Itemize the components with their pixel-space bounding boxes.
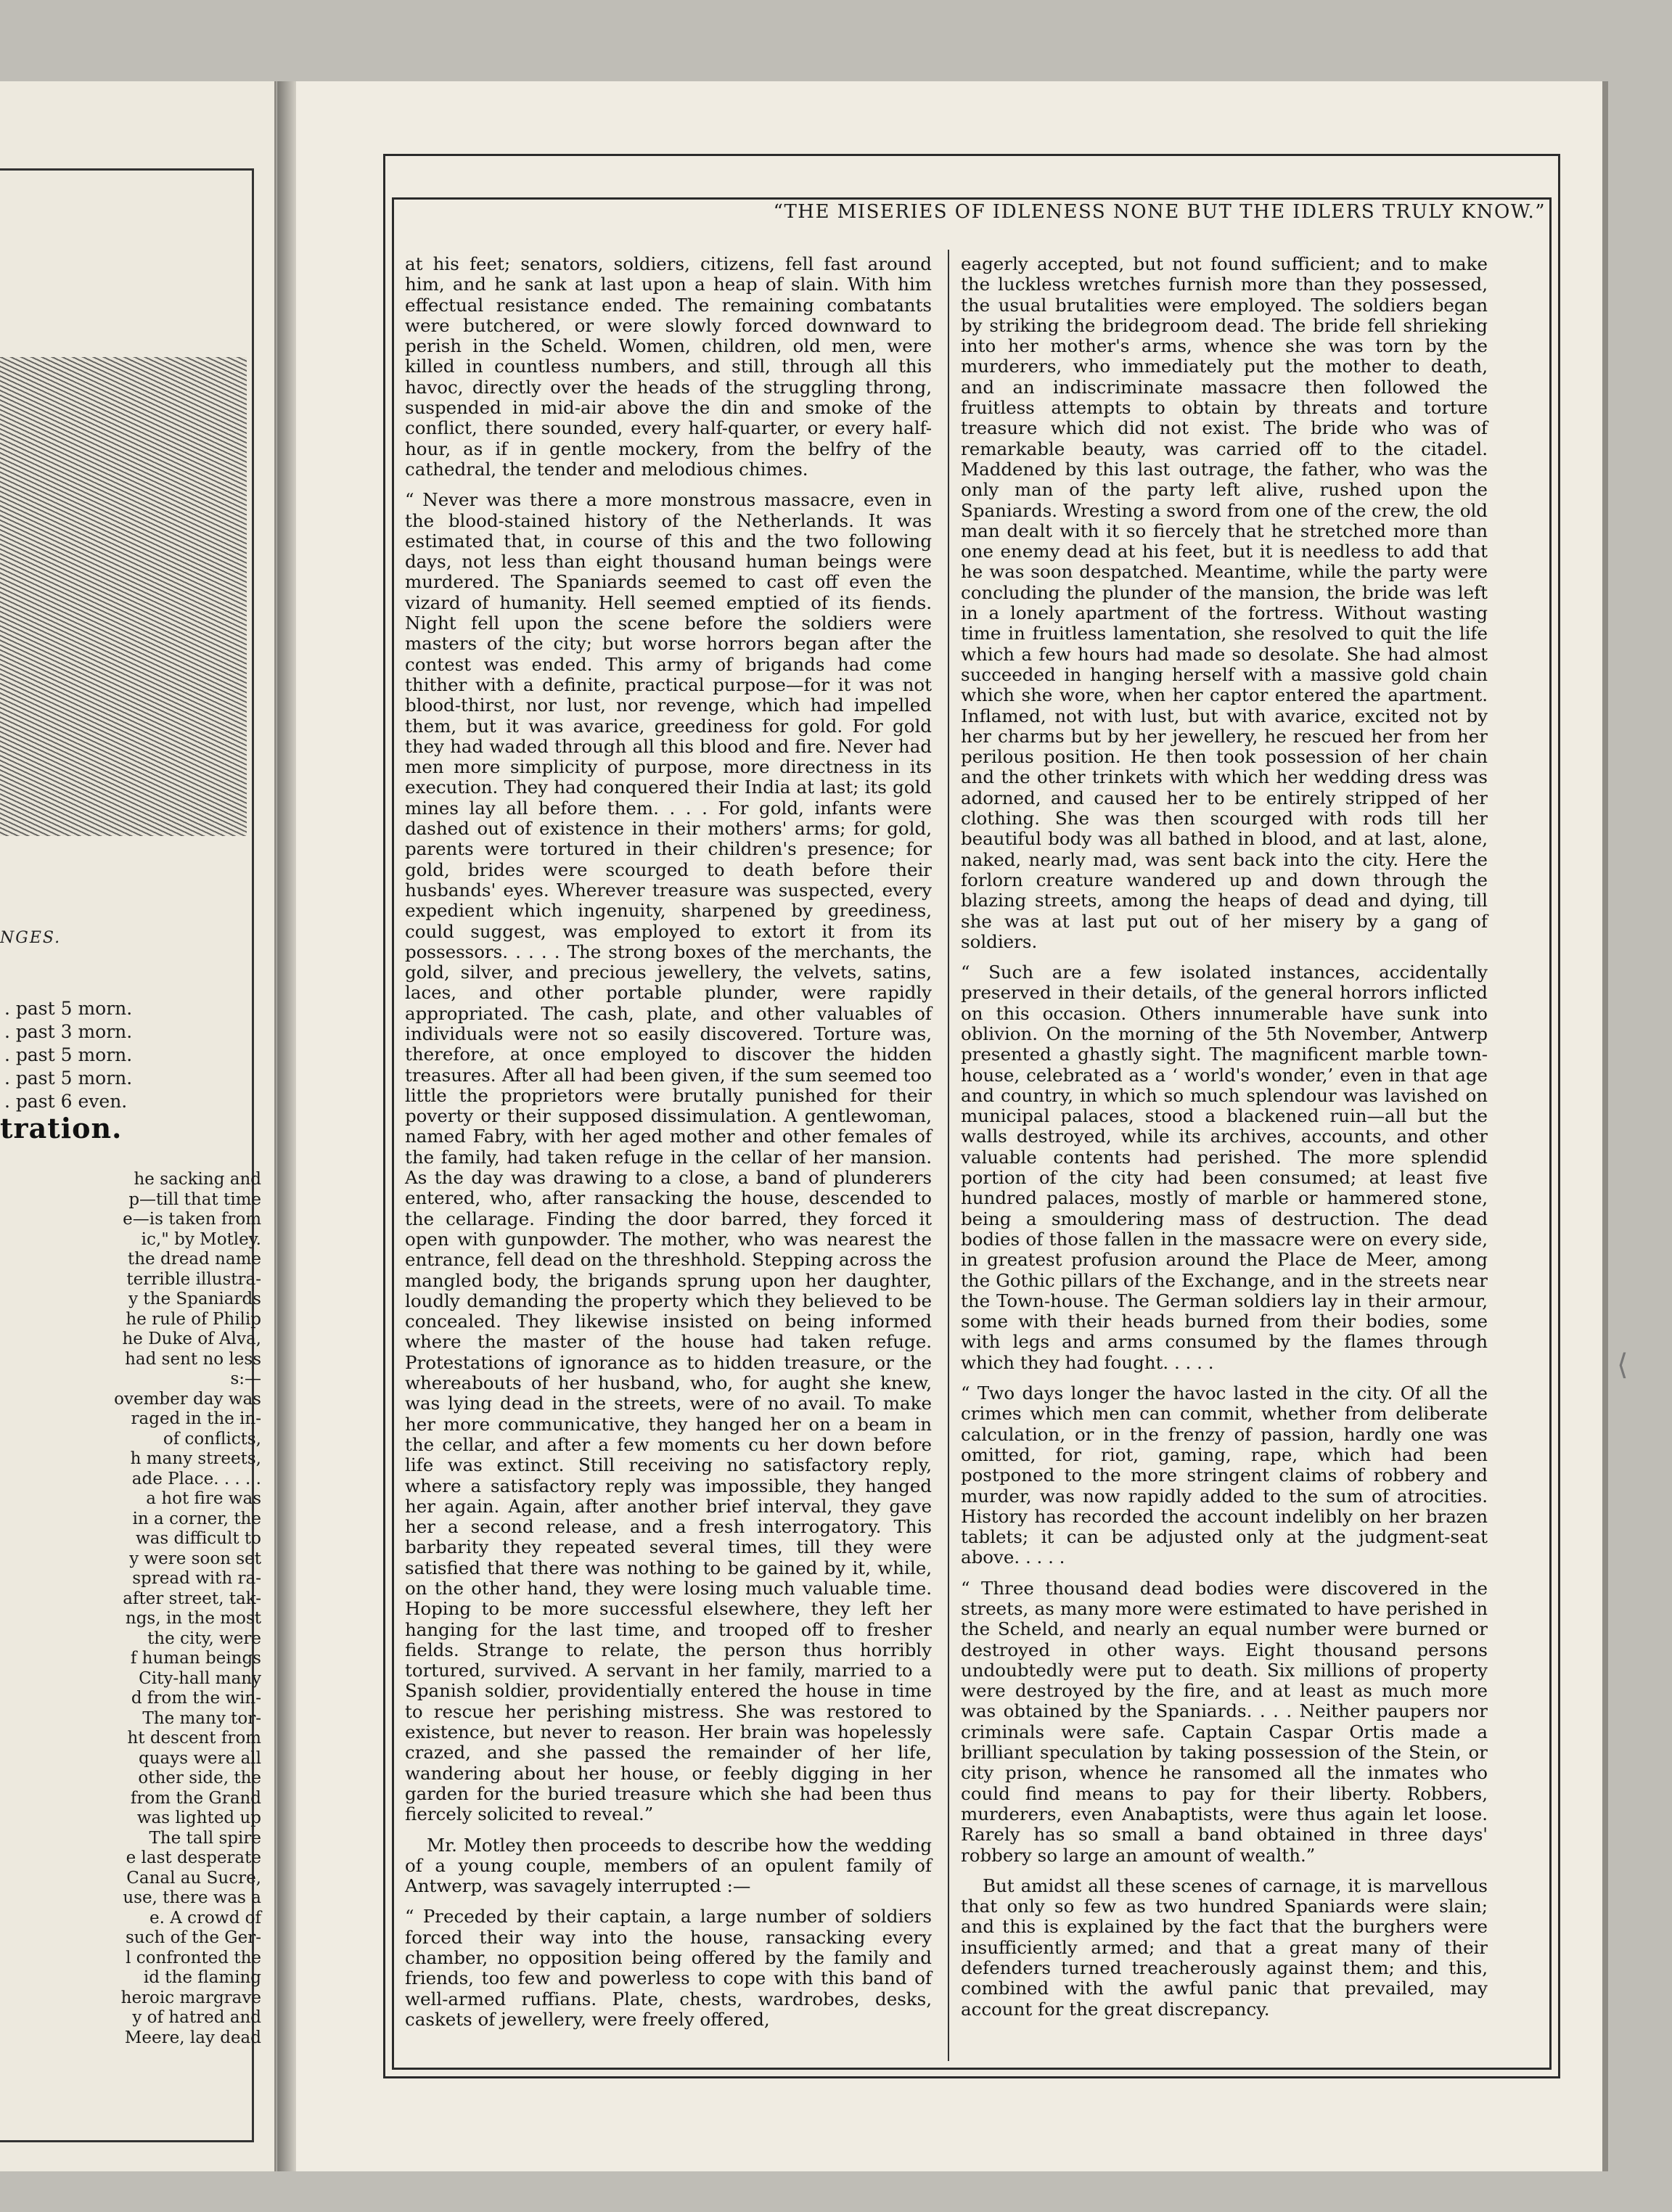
left-text-line: such of the Ger- [125,1928,261,1947]
left-text-line: of conflicts, [163,1429,261,1449]
left-text-line: The tall spire [149,1828,261,1848]
left-text-line: a hot fire was [146,1489,261,1508]
paragraph: eagerly accepted, but not found sufficient; and to make the luckless wretches furnish more than they possessed, the usual brutalities were employed. The soldiers began by striking the bridegroom dead. The bride fell shrieking into her mother's arms, whence she was torn by the murderers, who immediately put the mother to death, and an indiscriminate massacre then followed the fruitless attempts to obtain by threats and torture treasure which did not exist. The bride who was of remarkable beauty, was carried off to the citadel. Maddened by this last outrage, the father, who was the only man of the party left alive, rushed upon the Spaniards. Wresting a sword from one of the crew, the old man dealt with it so fiercely that he stretched more than one enemy dead at his feet, but it is needless to add that he was soon despatched. Meantime, while the party were concluding the plunder of the mansion, the bride was left in a lonely apartment of the fortress. Without wasting time in fruitless lamentation, she resolved to quit the life which a few hours had made so desolate. She had almost succeeded in hanging herself with a massive gold chain which she wore, when her captor entered the apartment. Inflamed, not with lust, but with avarice, excited not by her charms but by her jewellery, he rescued her from her perilous position. He then took possession of her chain and the other trinkets with which her wedding dress was adorned, and caused her to be entirely stripped of her clothing. She was then scourged with rods till her beautiful body was all bathed in blood, and at last, alone, naked, nearly mad, was sent back into the city. Here the forlorn creature wandered up and down through the blazing streets, among the heaps of dead and dying, till she was at last put out of her misery by a gang of soldiers. [961,253,1488,952]
left-text-line: e. A crowd of [149,1908,261,1928]
left-text-line: the dread name [128,1250,261,1269]
running-head: “THE MISERIES OF IDLENESS NONE BUT THE IDLERS TRULY KNOW.” [773,201,1546,223]
paragraph: “ Two days longer the havoc lasted in the city. Of all the crimes which men can commit, whether from deliberate calculation, or in the frenzy of passion, hardly one was omitted, for riot, gaming, rape, which had been postponed to the more stringent claims of robbery and murder, was now rapidly added to the sum of atrocities. History has recorded the account indelibly on her brazen tablets; it can be adjusted only at the judgment-seat above. . . . . [961,1382,1488,1568]
left-column [405,254,932,2040]
left-text-line: y of hatred and [132,2008,261,2027]
left-text-line: Meere, lay dead [124,2028,261,2047]
paragraph: “ Three thousand dead bodies were discovered in the streets, as many more were estimated to have perished in the Scheld, and nearly an equal number were burned or destroyed in other ways. Eight thousand persons undoubtedly were put to death. Six millions of property were destroyed by the fire, and at least as much more was obtained by the Spaniards. . . . Neither paupers nor criminals were safe. Captain Caspar Ortis made a brilliant speculation by taking possession of the Stein, or city prison, whence he ransomed all the inmates who could find means to pay for their liberty. Robbers, murderers, even Anabaptists, were thus again let loose. Rarely has so small a band obtained in three days' robbery so large an amount of wealth.” [961,1577,1488,1866]
left-text-line: use, there was a [123,1888,261,1907]
left-text-line: y the Spaniards [128,1290,261,1308]
left-page-engraving [0,357,247,836]
time-entry: . past 6 even. [4,1091,128,1112]
paragraph: “ Preceded by their captain, a large number of soldiers forced their way into the house, ransacking every chamber, no opposition being offered by the family and friends, too few and powerless to cope with this band of well-armed ruffians. Plate, chests, wardrobes, desks, caskets of jewellery, were freely offered, [405,1906,932,2030]
paragraph: “ Never was there a more monstrous massacre, even in the blood-stained history of the Netherlands. It was estimated that, in course of this and the two following days, not less than eight thousand human beings were murdered. The Spaniards seemed to cast off even the vizard of humanity. Hell seemed emptied of its fiends. Night fell upon the scene before the soldiers were masters of the city; but worse horrors began after the contest was ended. This army of brigands had come thither with a definite, practical purpose—for it was not blood-thirst, nor lust, nor revenge, which had impelled them, but it was avarice, greediness for gold. For gold they had waded through all this blood and fire. Never had men more simplicity of purpose, more directness in its execution. They had conquered their India at last; its gold mines lay all before them. . . . For gold, infants were dashed out of existence in their mothers' arms; for gold, parents were tortured in their children's presence; for gold, brides were scourged to death before their husbands' eyes. Wherever treasure was suspected, every expedient which ingenuity, sharpened by greediness, could suggest, was employed to extort it from its possessors. . . . . The strong boxes of the merchants, the gold, silver, and precious jewellery, the velvets, satins, laces, and other portable plunder, were rapidly appropriated. The cash, plate, and other valuables of individuals were not so easily discovered. Torture was, therefore, at once employed to discover the hidden treasures. After all had been given, if the sum seemed too little the proprietors were brutally punished for their poverty or their supposed dissimulation. A gentlewoman, named Fabry, with her aged mother and other females of the family, had taken refuge in the cellar of her mansion. As the day was drawing to a close, a band of plunderers entered, who, after ransacking the house, descended to the cellarage. Finding the door barred, they forced it open with gunpowder. The mother, who was nearest the entrance, fell dead on the threshhold. Stepping across the mangled body, the brigands sprung upon her daughter, loudly demanding the property which they believed to be concealed. They likewise insisted on being informed where the master of the house had taken refuge. Protestations of ignorance as to hidden treasure, or the whereabouts of her husband, who, for aught she knew, was lying dead in the streets, were of no avail. To make her more communicative, they hanged her on a beam in the cellar, and after a few moments cu her down before life was extinct. Still receiving no satisfactory reply, where a satisfactory reply was impossible, they hanged her again. Again, after another brief interval, they gave her a second release, and a fresh interrogatory. This barbarity they repeated several times, till they were satisfied that there was nothing to be gained by it, while, on the other hand, they were losing much valuable time. Hoping to be more successful elsewhere, they left her hanging for the last time, and trooped off to fresher fields. Strange to relate, the person thus horribly tortured, survived. A servant in her family, married to a Spanish soldier, providentially entered the house in time to rescue her perishing mistress. She was restored to existence, but never to reason. Her brain was hopelessly crazed, and she passed the remainder of her life, wandering about her house, or feebly digging in her garden for the buried treasure which she had been thus fiercely solicited to reveal.” [405,489,932,1825]
left-text-line: the city, were [147,1629,261,1648]
left-text-line: e last desperate [126,1848,261,1867]
right-page [296,81,1602,2171]
left-text-line: raged in the in- [131,1409,261,1428]
left-text-line: City-hall many [139,1668,261,1688]
time-entry: . past 5 morn. [4,1068,133,1089]
left-text-line: was lighted up [136,1808,261,1827]
left-text-line: y were soon set [129,1549,261,1568]
time-entry: . past 3 morn. [4,1021,133,1042]
left-text-line: from the Grand [130,1788,261,1808]
left-text-line: he Duke of Alva, [122,1330,261,1348]
paragraph: Mr. Motley then proceeds to describe how the wedding of a young couple, members of an opulent family of Antwerp, was savagely interrupted :— [405,1834,932,1897]
left-text-line: in a corner, the [132,1509,261,1528]
left-text-line: ic," by Motley. [141,1229,261,1249]
left-text-line: d from the win- [131,1689,261,1708]
left-text-line: l confronted the [126,1948,261,1967]
left-text-line: terrible illustra- [126,1269,261,1289]
page-gutter [277,81,298,2171]
left-text-line: was difficult to [136,1529,261,1548]
left-page [0,81,276,2171]
left-text-line: had sent no less [125,1349,261,1369]
left-page-text [0,1170,261,2048]
left-text-line: heroic margrave [120,1988,261,2007]
left-page-heading: NGES. [0,929,62,947]
left-text-line: id the flaming [143,1968,261,1987]
left-text-line: s:— [230,1369,261,1388]
left-page-times [4,997,132,1113]
left-text-line: spread with ra- [132,1569,261,1588]
left-text-line: h many streets, [130,1449,261,1468]
left-text-line: f human beings [130,1649,261,1668]
left-text-line: ade Place. . . . . [131,1469,261,1488]
paragraph: “ Such are a few isolated instances, accidentally preserved in their details, of the general horrors inflicted on this occasion. Others innumerable have sunk into oblivion. On the morning of the 5th November, Antwerp presented a ghastly sight. The magnificent marble town-house, celebrated as a ‘ world's wonder,’ even in that age and country, in which so much splendour was lavished on municipal palaces, stood a blackened ruin—all but the walls destroyed, while its archives, accounts, and other valuable contents had perished. The more splendid portion of the city had been consumed; at least five hundred palaces, mostly of marble or hammered stone, being a smouldering mass of destruction. The dead bodies of those fallen in the massacre were on every side, in greatest profusion around the Place de Meer, among the Gothic pillars of the Exchange, and in the streets near the Town-house. The German soldiers lay in their armour, some with their heads burned from their bodies, some with legs and arms consumed by the flames through which they had fought. . . . . [961,962,1488,1373]
right-column [961,254,1488,2030]
left-text-line: The many tor- [142,1708,261,1728]
left-text-line: he sacking and [134,1170,261,1189]
left-page-title: tration. [0,1112,123,1144]
paragraph: at his feet; senators, soldiers, citizens, fell fast around him, and he sank at last upon a heap of slain. With him effectual resistance ended. The remaining combatants were butchered, or were slowly forced downward to perish in the Scheld. Women, children, old men, were killed in countless numbers, and still, through all this havoc, directly over the heads of the struggling throng, suspended in mid-air above the din and smoke of the conflict, there sounded, every half-quarter, or every half-hour, as if in gentle mockery, from the belfry of the cathedral, the tender and melodious chimes. [405,253,932,480]
left-text-line: ngs, in the most [125,1609,261,1628]
left-text-line: after street, tak- [123,1589,261,1608]
left-text-line: p—till that time [128,1189,261,1209]
left-text-line: Canal au Sucre, [126,1868,261,1888]
left-text-line: e—is taken from [123,1210,261,1229]
left-text-line: other side, the [138,1769,261,1787]
scan-mark: ⟨ [1617,1348,1628,1382]
left-text-line: ht descent from [127,1729,261,1748]
time-entry: . past 5 morn. [4,998,133,1019]
left-text-line: ovember day was [114,1389,261,1409]
left-text-line: he rule of Philip [126,1309,261,1329]
left-text-line: quays were all [139,1748,261,1768]
column-rule [948,250,949,2061]
time-entry: . past 5 morn. [4,1044,133,1065]
paragraph: But amidst all these scenes of carnage, it is marvellous that only so few as two hundred Spaniards were slain; and this is explained by the fact that the burghers were insufficiently armed; and that a great many of their defenders turned treacherously against them; and this, combined with the awful panic that prevailed, may account for the great discrepancy. [961,1875,1488,2020]
